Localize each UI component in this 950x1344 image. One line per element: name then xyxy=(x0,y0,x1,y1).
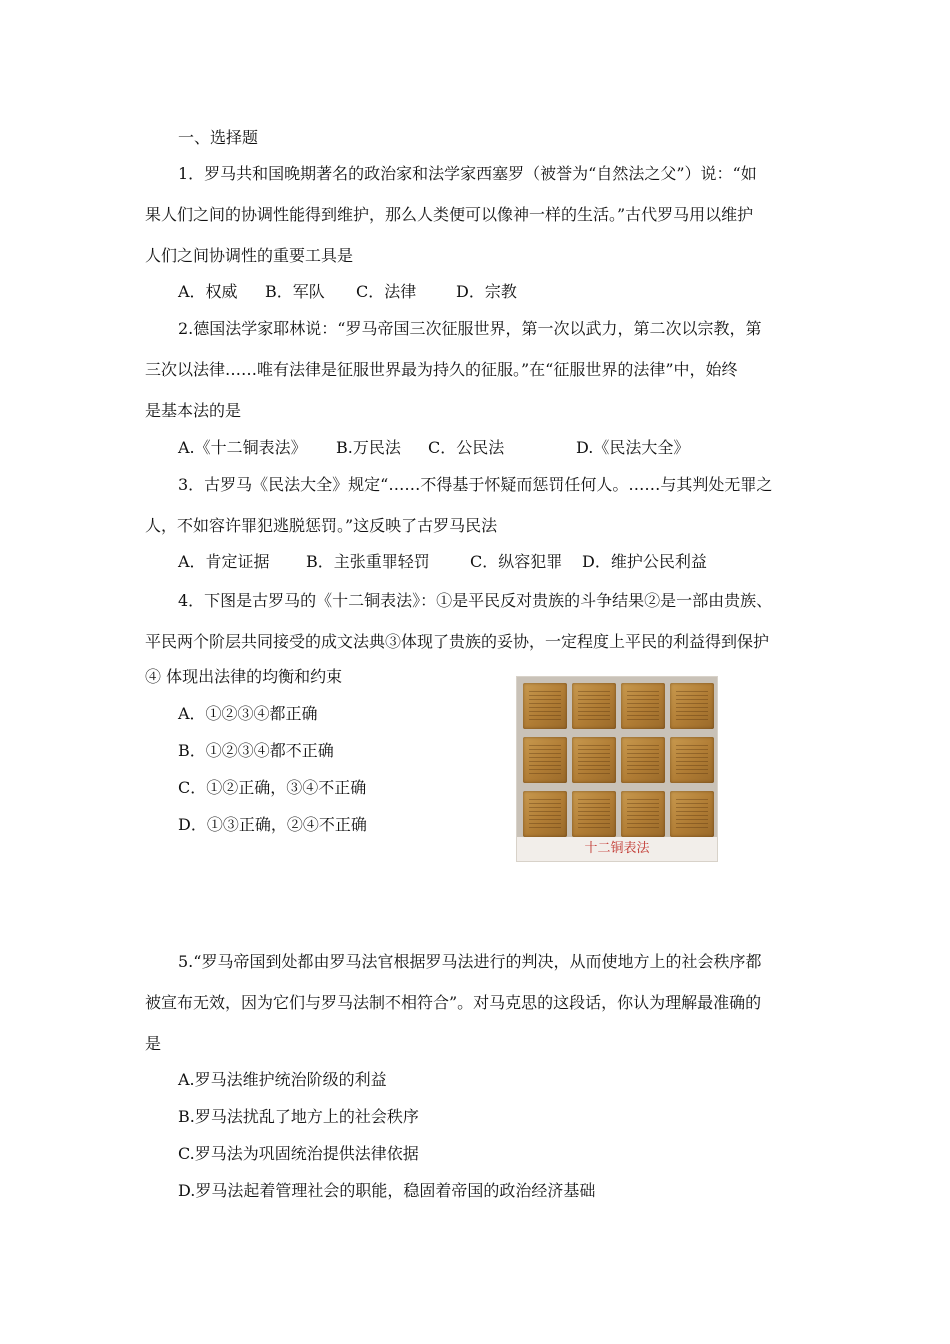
twelve-tables-image xyxy=(516,676,718,862)
q1-line-2: 果人们之间的协调性能得到维护，那么人类便可以像神一样的生活。”古代罗马用以维护 xyxy=(145,205,754,224)
section-title: 一、选择题 xyxy=(178,128,259,147)
q2-option-c: C．公民法 xyxy=(428,438,505,457)
bronze-tablet xyxy=(572,791,616,837)
q4-option-d: D．①③正确，②④不正确 xyxy=(178,815,367,834)
bronze-tablet xyxy=(621,791,665,837)
bronze-tablet xyxy=(670,683,714,729)
q5-line-3: 是 xyxy=(145,1034,162,1053)
q2-options xyxy=(178,437,689,459)
q3-option-a: A．肯定证据 xyxy=(178,552,270,571)
q5-line-1: 5.“罗马帝国到处都由罗马法官根据罗马法进行的判决，从而使地方上的社会秩序都 xyxy=(178,952,762,971)
q3-option-c: C．纵容犯罪 xyxy=(470,552,563,571)
bronze-tablet xyxy=(523,791,567,837)
q4-line-1: 4．下图是古罗马的《十二铜表法》：①是平民反对贵族的斗争结果②是一部由贵族、 xyxy=(178,591,773,610)
q5-option-c: C.罗马法为巩固统治提供法律依据 xyxy=(178,1144,419,1163)
q1-line-3: 人们之间协调性的重要工具是 xyxy=(145,246,354,265)
bronze-tablet xyxy=(523,737,567,783)
q1-option-a: A．权威 xyxy=(178,282,238,301)
q2-line-1: 2.德国法学家耶林说：“罗马帝国三次征服世界，第一次以武力，第二次以宗教，第 xyxy=(178,319,762,338)
q1-option-d: D．宗教 xyxy=(456,282,517,301)
bronze-tablet xyxy=(670,791,714,837)
q4-option-c: C．①②正确，③④不正确 xyxy=(178,778,367,797)
q2-option-a: A.《十二铜表法》 xyxy=(178,438,307,457)
q4-option-b: B．①②③④都不正确 xyxy=(178,741,334,760)
q1-options xyxy=(178,281,517,303)
bronze-tablets xyxy=(521,681,715,837)
q2-line-3: 是基本法的是 xyxy=(145,401,242,420)
q5-option-b: B.罗马法扰乱了地方上的社会秩序 xyxy=(178,1107,419,1126)
bronze-tablet xyxy=(670,737,714,783)
bronze-tablet xyxy=(621,737,665,783)
q3-options xyxy=(178,551,707,573)
q1-option-c: C．法律 xyxy=(356,282,417,301)
bronze-tablet xyxy=(523,683,567,729)
q2-line-2: 三次以法律……唯有法律是征服世界最为持久的征服。”在“征服世界的法律”中，始终 xyxy=(145,360,738,379)
bronze-tablet xyxy=(572,737,616,783)
q2-option-b: B.万民法 xyxy=(336,438,401,457)
bronze-tablet xyxy=(621,683,665,729)
q3-line-1: 3．古罗马《民法大全》规定“……不得基于怀疑而惩罚任何人。……与其判处无罪之 xyxy=(178,475,773,494)
bronze-tablet xyxy=(572,683,616,729)
q3-option-d: D．维护公民利益 xyxy=(582,552,707,571)
q4-line-2: 平民两个阶层共同接受的成文法典③体现了贵族的妥协，一定程度上平民的利益得到保护 xyxy=(145,632,770,651)
q3-option-b: B．主张重罪轻罚 xyxy=(306,552,430,571)
q2-option-d: D.《民法大全》 xyxy=(576,438,690,457)
q4-line-3: ④ 体现出法律的均衡和约束 xyxy=(145,667,343,686)
q1-option-b: B．军队 xyxy=(265,282,325,301)
q4-option-a: A．①②③④都正确 xyxy=(178,704,318,723)
q5-line-2: 被宣布无效，因为它们与罗马法制不相符合”。对马克思的这段话，你认为理解最准确的 xyxy=(145,993,762,1012)
image-caption: 十二铜表法 xyxy=(517,837,717,861)
q5-option-a: A.罗马法维护统治阶级的利益 xyxy=(178,1070,387,1089)
q1-line-1: 1．罗马共和国晚期著名的政治家和法学家西塞罗（被誉为“自然法之父”）说：“如 xyxy=(178,164,757,183)
q3-line-2: 人，不如容许罪犯逃脱惩罚。”这反映了古罗马民法 xyxy=(145,516,498,535)
q5-option-d: D.罗马法起着管理社会的职能，稳固着帝国的政治经济基础 xyxy=(178,1181,596,1200)
